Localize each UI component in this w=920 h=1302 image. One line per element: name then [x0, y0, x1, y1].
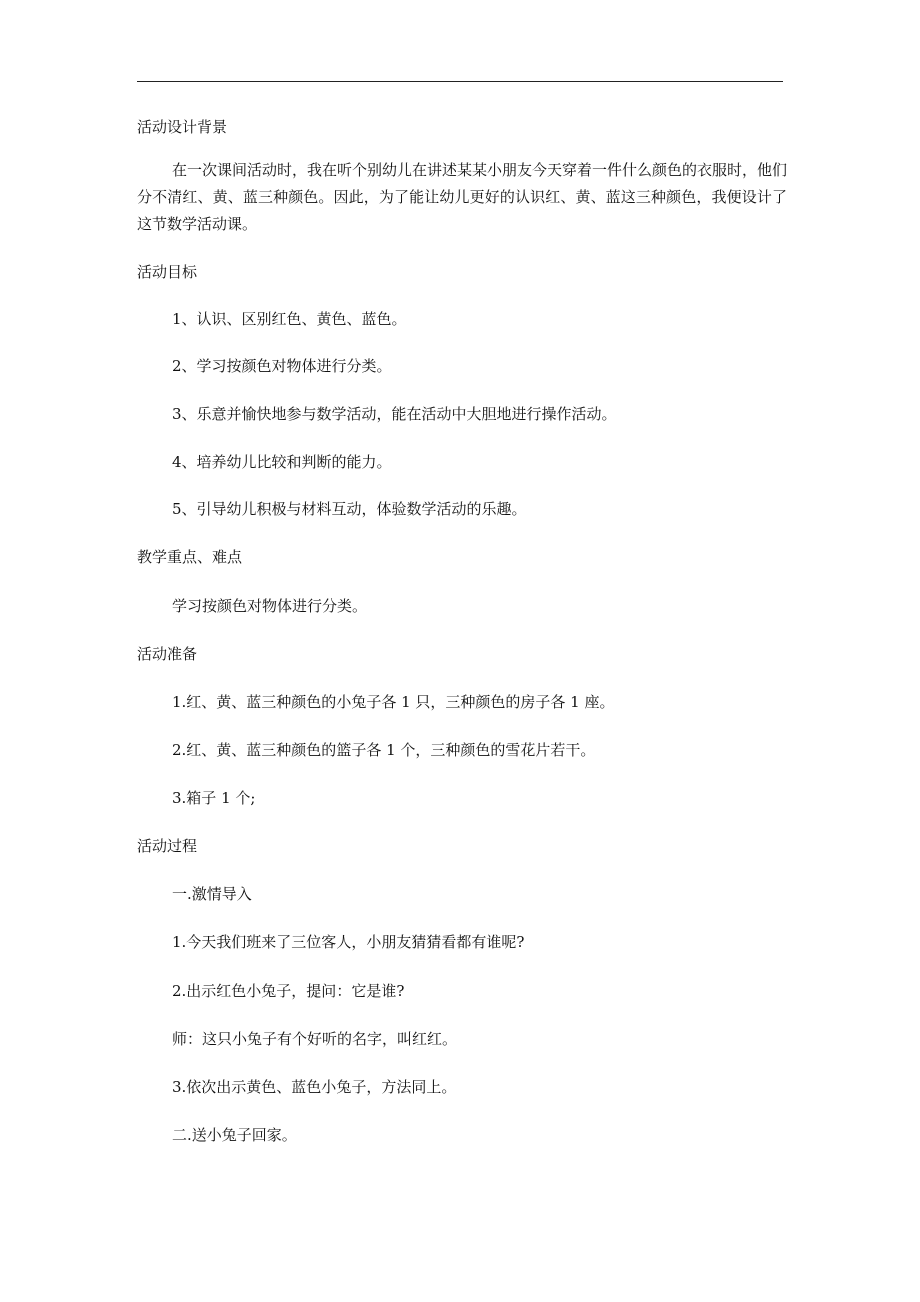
process-item: 3.依次出示黄色、蓝色小兔子，方法同上。 — [172, 1078, 457, 1096]
background-paragraph: 在一次课间活动时，我在听个别幼儿在讲述某某小朋友今天穿着一件什么颜色的衣服时，他们分不清红、黄、蓝三种颜色。因此，为了能让幼儿更好的认识红、黄、蓝这三种颜色，我便设计了这节数学活动课。 — [137, 161, 788, 233]
process-item: 2.出示红色小兔子，提问：它是谁? — [172, 982, 405, 1000]
preparation-item: 1.红、黄、蓝三种颜色的小兔子各 1 只，三种颜色的房子各 1 座。 — [172, 693, 615, 711]
section-heading-process: 活动过程 — [137, 837, 198, 855]
process-item: 二.送小兔子回家。 — [172, 1126, 297, 1144]
goal-item: 2、学习按颜色对物体进行分类。 — [172, 357, 392, 375]
process-item: 师：这只小兔子有个好听的名字，叫红红。 — [172, 1030, 458, 1048]
process-item: 一.激情导入 — [172, 885, 252, 903]
goal-item: 4、培养幼儿比较和判断的能力。 — [172, 453, 392, 471]
header-rule — [137, 81, 783, 82]
goal-item: 5、引导幼儿积极与材料互动，体验数学活动的乐趣。 — [172, 500, 527, 518]
process-item: 1.今天我们班来了三位客人，小朋友猜猜看都有谁呢? — [172, 933, 525, 951]
goal-item: 1、认识、区别红色、黄色、蓝色。 — [172, 310, 407, 328]
key-points-text: 学习按颜色对物体进行分类。 — [172, 597, 368, 615]
goal-item: 3、乐意并愉快地参与数学活动，能在活动中大胆地进行操作活动。 — [172, 405, 617, 423]
preparation-item: 3.箱子 1 个; — [172, 789, 256, 807]
section-heading-background: 活动设计背景 — [137, 118, 228, 136]
preparation-item: 2.红、黄、蓝三种颜色的篮子各 1 个，三种颜色的雪花片若干。 — [172, 741, 596, 759]
section-heading-preparation: 活动准备 — [137, 645, 198, 663]
section-heading-key-points: 教学重点、难点 — [137, 548, 243, 566]
section-heading-goals: 活动目标 — [137, 263, 198, 281]
